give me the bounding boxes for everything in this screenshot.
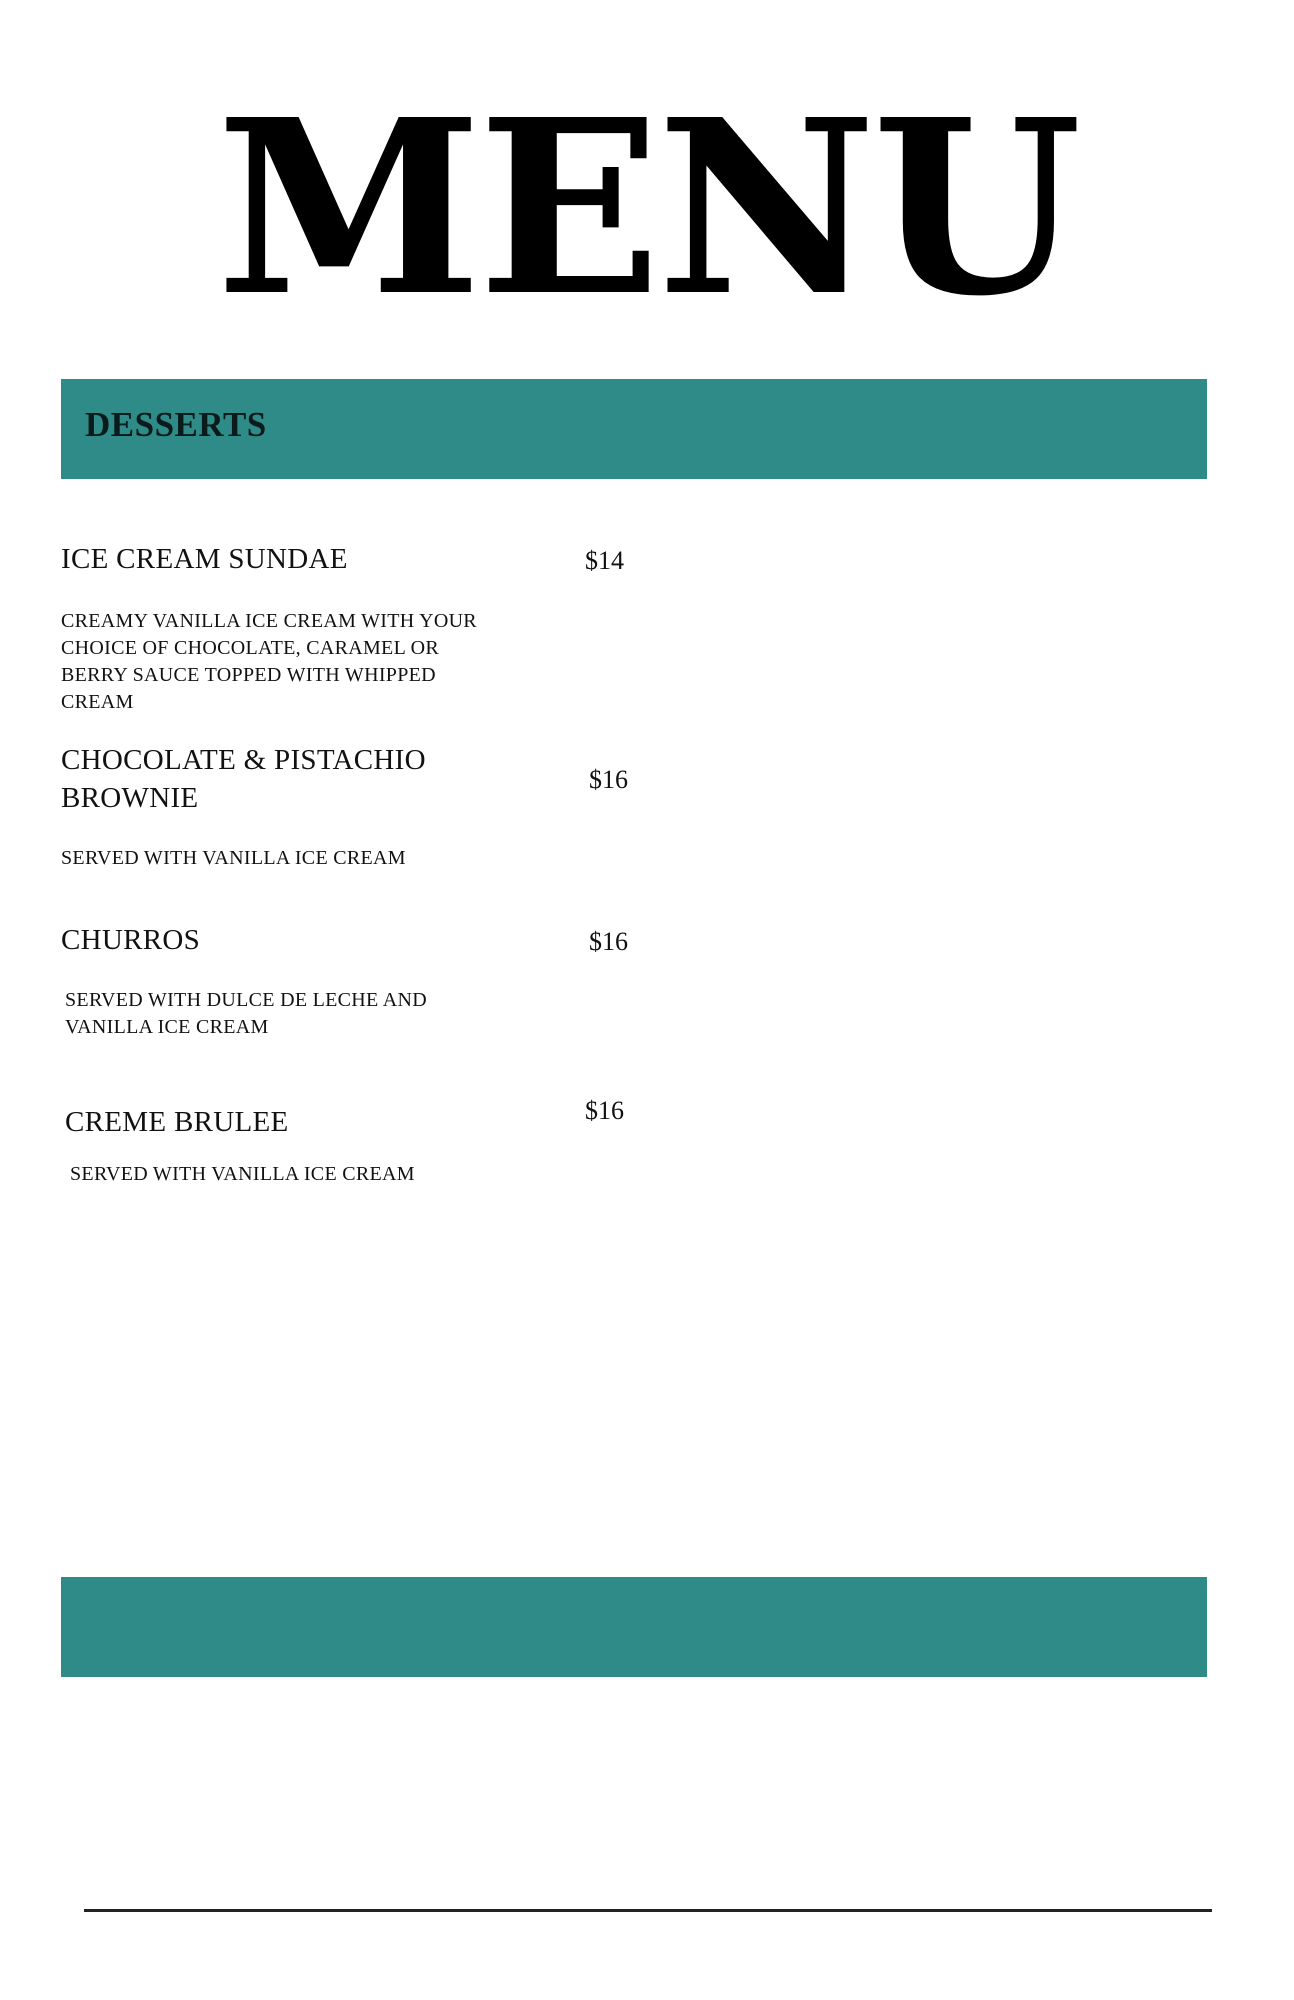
menu-item-description: SERVED WITH DULCE DE LECHE AND VANILLA ICE CREAM <box>65 989 427 1038</box>
menu-item-name: CHOCOLATE & PISTACHIO BROWNIE <box>61 744 426 814</box>
menu-item-description: CREAMY VANILLA ICE CREAM WITH YOUR CHOICE OF CHOCOLATE, CARAMEL OR BERRY SAUCE TOPPED WITH WHIPPED CREAM <box>61 610 477 713</box>
menu-item-price: $16 <box>585 1096 624 1125</box>
menu-item-name: CREME BRULEE <box>65 1106 289 1138</box>
menu-item-name: ICE CREAM SUNDAE <box>61 543 348 575</box>
menu-item-description: SERVED WITH VANILLA ICE CREAM <box>61 847 406 869</box>
footer-band <box>61 1577 1207 1677</box>
menu-item-price: $16 <box>589 765 628 794</box>
bottom-divider <box>84 1909 1212 1912</box>
menu-item-price: $16 <box>589 927 628 956</box>
menu-item-price: $14 <box>585 546 624 575</box>
menu-title: MENU <box>216 67 1078 349</box>
section-header-band <box>61 379 1207 479</box>
menu-item-description: SERVED WITH VANILLA ICE CREAM <box>70 1163 415 1185</box>
menu-item-name: CHURROS <box>61 924 201 956</box>
section-title-desserts: DESSERTS <box>85 405 267 444</box>
